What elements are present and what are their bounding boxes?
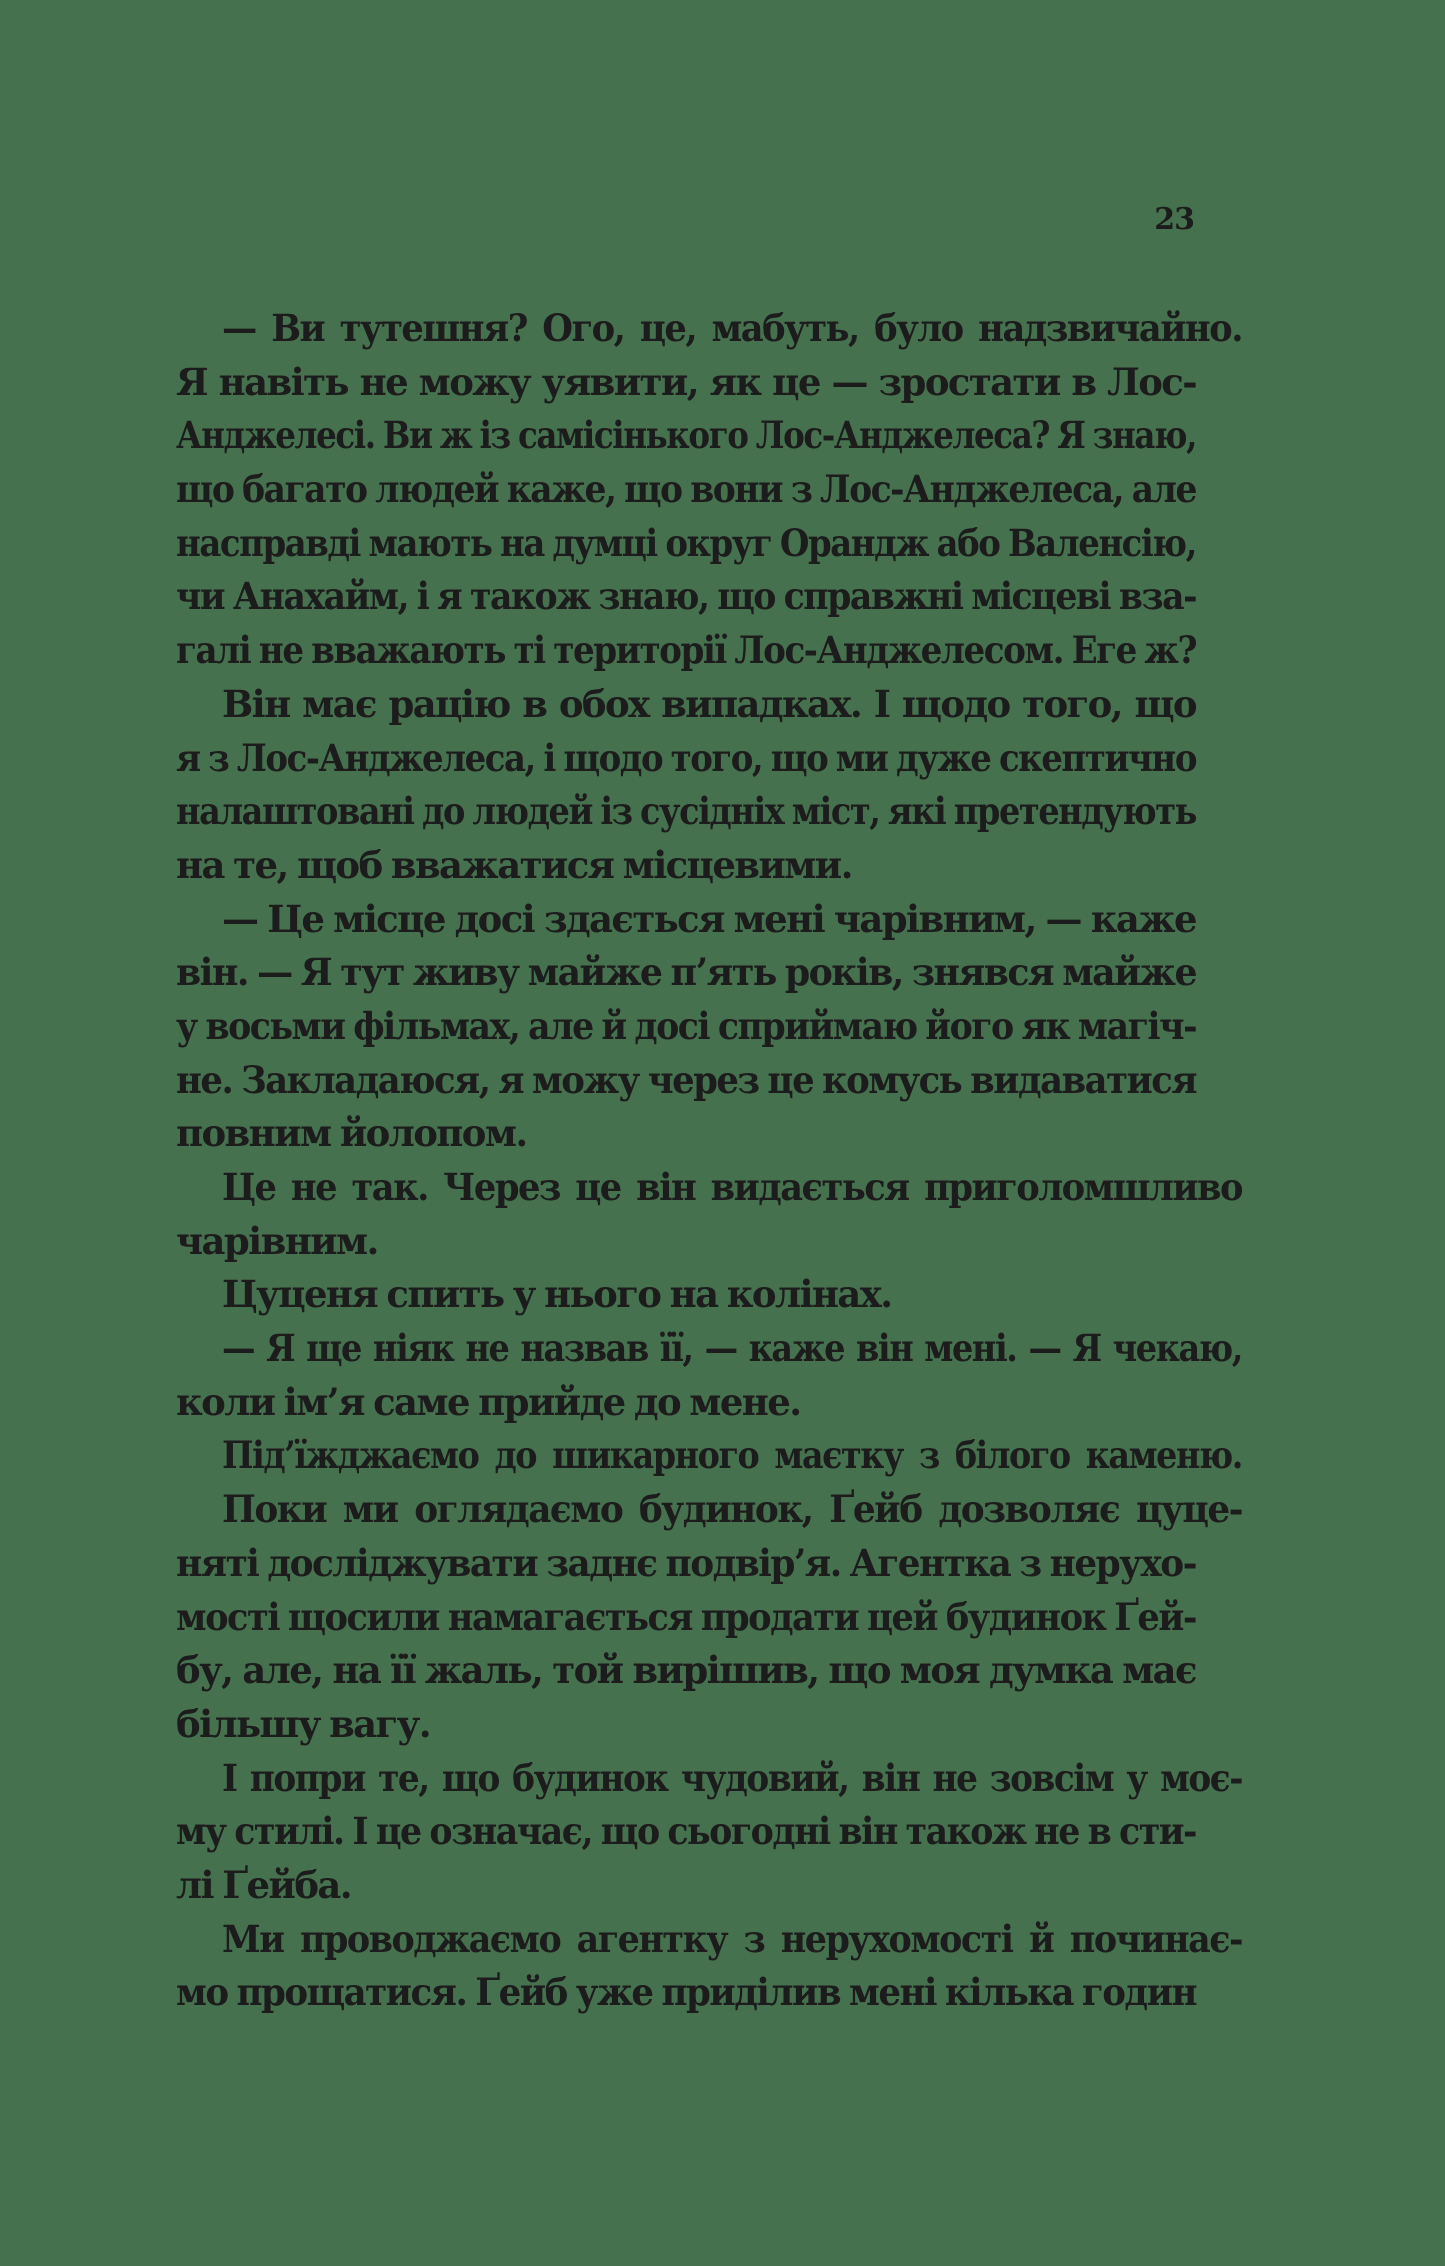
paragraph [176,1483,1242,1751]
text-line: мості щосили намагається продати цей будинок Ґей- [176,1594,1196,1639]
text-line: галі не вважають ті території Лос-Анджелесом. Еге ж? [176,628,1196,673]
text-line: лі Ґейба. [176,1862,352,1907]
text-line: не. Закладаюся, я можу через це комусь видаватися [176,1057,1196,1102]
text-line: більшу вагу. [176,1701,430,1746]
text-line: — Це місце досі здається мені чарівним, — каже [222,896,1196,941]
paragraph [176,1268,1196,1322]
text-line: насправді мають на думці округ Орандж або Валенсію, [176,520,1196,565]
text-line: повним йолопом. [176,1111,527,1156]
text-line: Під’їжджаємо до шикарного маєтку з білого каменю. [221,1433,1242,1478]
paragraph [176,1752,1242,1913]
paragraph [176,893,1196,1161]
text-line: му стилі. І це означає, що сьогодні він також не в сти- [176,1809,1196,1854]
page-number: 23 [1154,202,1194,237]
text-line: у восьми фільмах, але й досі сприймаю його як магіч- [176,1003,1196,1048]
paragraph [176,1429,1242,1483]
text-line: Поки ми оглядаємо будинок, Ґейб дозволяє цуце- [221,1487,1242,1532]
body-text [176,302,1242,2020]
text-line: Ми проводжаємо агентку з нерухомості й починає- [221,1916,1242,1961]
text-line: що багато людей каже, що вони з Лос-Анджелеса, але [176,467,1196,512]
text-line: чи Анахайм, і я також знаю, що справжні місцеві вза- [176,574,1196,619]
text-line: мо прощатися. Ґейб уже приділив мені кілька годин [176,1970,1196,2015]
text-line: я з Лос-Анджелеса, і щодо того, що ми дуже скептично [176,735,1196,780]
text-line: І попри те, що будинок чудовий, він не зовсім у моє- [221,1755,1242,1800]
text-line: Я навіть не можу уявити, як це — зростати в Лос- [176,359,1196,404]
text-line: він. — Я тут живу майже п’ять років, знявся майже [176,950,1196,995]
paragraph [176,678,1196,893]
text-line: чарівним. [176,1218,378,1263]
paragraph [176,302,1242,678]
text-line: Цуценя спить у нього на колінах. [222,1272,892,1317]
text-line: — Я ще ніяк не назвав її, — каже він мені. — Я чекаю, [221,1326,1242,1371]
paragraph [176,1913,1242,2020]
paragraph [176,1322,1242,1429]
text-line: — Ви тутешня? Ого, це, мабуть, було надзвичайно. [221,306,1242,350]
text-line: няті досліджувати заднє подвір’я. Агентка з нерухо- [176,1540,1196,1585]
text-line: на те, щоб вважатися місцевими. [176,842,852,887]
text-line: налаштовані до людей із сусідніх міст, які претендують [176,789,1196,834]
text-line: коли ім’я саме прийде до мене. [176,1379,801,1424]
text-line: Це не так. Через це він видається приголомшливо [221,1165,1242,1209]
text-line: бу, але, на її жаль, той вирішив, що моя думка має [176,1648,1196,1693]
text-line: Анджелесі. Ви ж із самісінького Лос-Анджелеса? Я знаю, [176,413,1196,458]
text-line: Він має рацію в обох випадках. І щодо того, що [222,681,1196,726]
paragraph [176,1161,1242,1268]
